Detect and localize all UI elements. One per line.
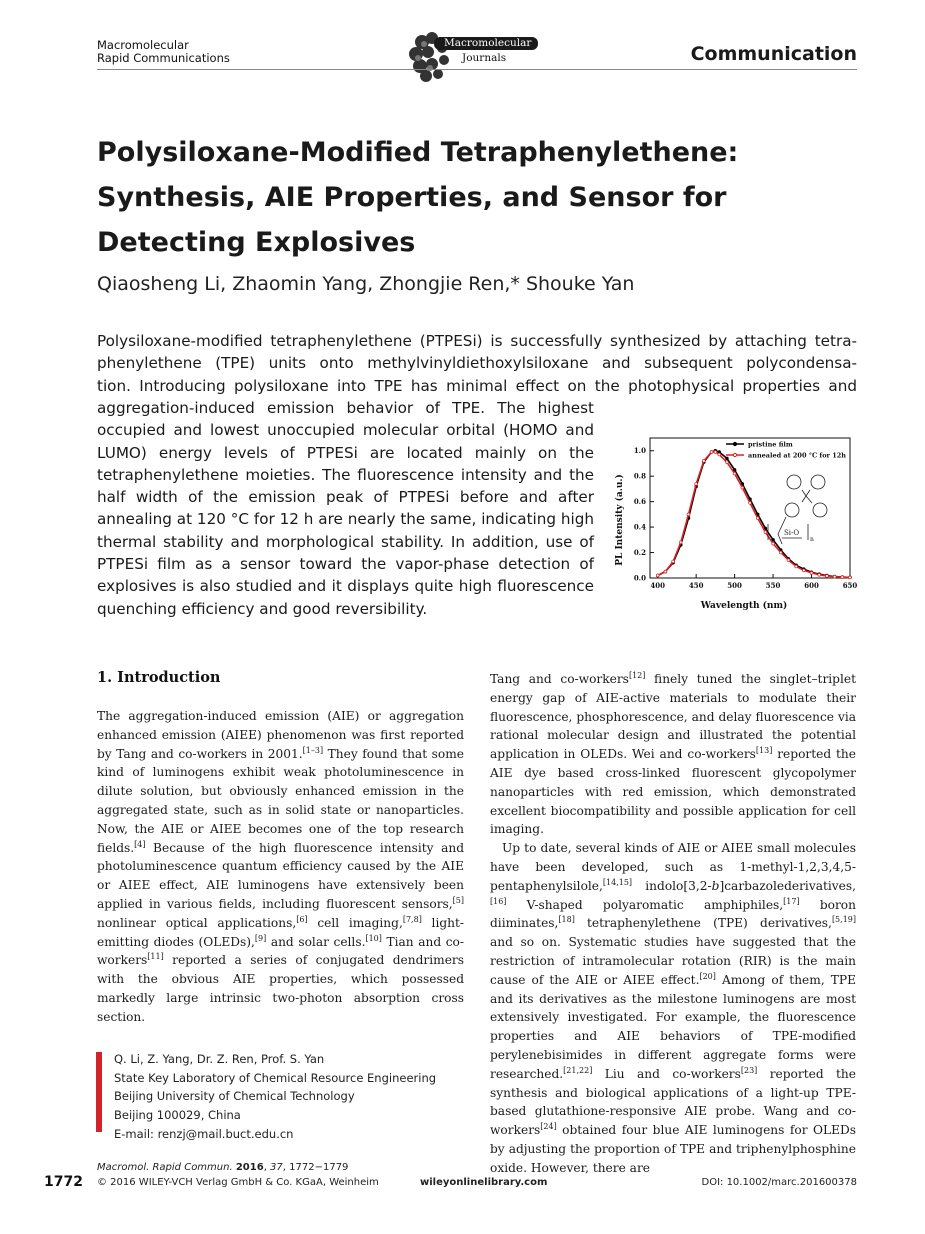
- author-list: Qiaosheng Li, Zhaomin Yang, Zhongjie Ren,* Shouke Yan: [97, 273, 635, 295]
- series-point-2: [687, 513, 690, 516]
- chart-x-label: Wavelength (nm): [700, 601, 788, 611]
- citation-ref: [5,19]: [831, 915, 856, 925]
- y-tick-label: 0.8: [633, 471, 646, 481]
- citation-ref: [9]: [254, 933, 267, 943]
- article-title: [97, 130, 817, 265]
- text-run: finely tuned the singlet–triplet energy gap of AIE-active materials to modulate their fluorescence, phosphorescence, and delay fluorescence via rational molecular design and illustrated the potential application in OLEDs. Wei and co-workers: [490, 672, 856, 762]
- title-line-2: Synthesis, AIE Properties, and Sensor for: [97, 182, 727, 213]
- series-line-2: [658, 452, 850, 578]
- y-tick-label: 0.6: [633, 497, 646, 507]
- journals-logo: [404, 28, 540, 84]
- series-point-2: [764, 531, 767, 534]
- series-point-2: [733, 472, 736, 475]
- text-run: Up to date, several kinds of AIE or AIEE small molecules have been developed, such as 1-methyl-1,2,3,4,5-pentaphenylsilole,: [490, 841, 856, 893]
- abstract-top: [97, 330, 857, 397]
- series-point-2: [756, 517, 759, 520]
- series-point-2: [802, 569, 805, 572]
- website-link[interactable]: wileyonlinelibrary.com: [420, 1177, 548, 1188]
- citation-ref: [20]: [699, 971, 716, 981]
- text-run: Tang and co-workers: [490, 672, 629, 686]
- text-run: boron diiminates,: [490, 897, 856, 931]
- series-point-2: [710, 451, 713, 454]
- series-point-2: [702, 460, 705, 463]
- legend-label-2: annealed at 200 °C for 12h: [748, 451, 847, 460]
- affiliation-email[interactable]: E-mail: renzj@mail.buct.edu.cn: [114, 1126, 294, 1141]
- affiliation-authors: Q. Li, Z. Yang, Dr. Z. Ren, Prof. S. Yan: [114, 1052, 325, 1066]
- citation-ref: [12]: [628, 670, 646, 680]
- text-run: obtained four blue AIE luminogens for OLEDs by adjusting the proportion of TPE and triphenylphosphine oxide. However, there are: [490, 1123, 856, 1175]
- series-point-2: [810, 572, 813, 575]
- abstract-line-1: Polysiloxane-modified tetraphenylethene (PTPESi) is successfully synthesized by attaching tetra-: [97, 332, 857, 350]
- section-heading-introduction: 1. Introduction: [97, 669, 221, 686]
- legend-marker-2: [733, 453, 736, 456]
- series-point-2: [726, 461, 729, 464]
- text-run: Because of the high fluorescence intensity and photoluminescence quantum efficiency caused by the AIE or AIEE effect, AIE luminogens have extensively been applied in various fields, including fluorescent sensors,: [97, 840, 464, 911]
- graphical-abstract-chart: [606, 418, 866, 614]
- series-point-2: [779, 551, 782, 554]
- y-tick-label: 1.0: [633, 446, 646, 456]
- citation-ref: [16]: [490, 896, 507, 906]
- logo-text-macromolecular: Macromolecular: [444, 37, 532, 49]
- page-number: 1772: [44, 1174, 83, 1190]
- repeat-unit-n: n: [810, 536, 814, 543]
- citation-line: Macromol. Rapid Commun. 2016, 37, 1772−1779: [97, 1162, 349, 1173]
- series-point-2: [656, 574, 659, 577]
- series-point-2: [714, 451, 717, 454]
- text-run: reported the synthesis and biological applications of a light-up TPE-based glutathione-responsive AIE probe. Wang and co-workers: [490, 1066, 856, 1138]
- citation-ref: [24]: [540, 1122, 557, 1132]
- title-line-1: Polysiloxane-Modified Tetraphenylethene:: [97, 137, 739, 168]
- citation-ref: [10]: [365, 933, 382, 943]
- series-point-2: [718, 453, 721, 456]
- journal-name-line1: Macromolecular: [97, 38, 189, 52]
- text-run: Among of them, TPE and its derivatives as the milestone luminogens are most extensively investigated. For example, the fluorescence properties and AIE behaviors of TPE-modified perylenebisimides in different aggregate forms were researched.: [490, 972, 856, 1081]
- citation-ref: [7,8]: [402, 914, 422, 924]
- y-tick-label: 0.0: [633, 573, 646, 583]
- legend-label-1: pristine film: [748, 440, 793, 449]
- citation-ref: [13]: [755, 746, 773, 756]
- text-run: Tian and co-workers: [97, 934, 464, 968]
- abstract-line-2: phenylethene (TPE) units onto methylvinyldiethoxylsiloxane and subsequent polycondensa-: [97, 354, 857, 373]
- series-line-1: [658, 451, 850, 578]
- affiliation-lab: State Key Laboratory of Chemical Resource Engineering: [114, 1070, 437, 1085]
- text-run: light-emitting diodes (OLEDs),: [97, 915, 465, 949]
- series-point-2: [826, 575, 829, 578]
- header-rule: [97, 69, 857, 70]
- article-type: Communication: [690, 43, 857, 65]
- text-run: and so on. Systematic studies have suggested that the restriction of intramolecular rotation (RIR) is the main cause of the AIE or AIEE effect.: [490, 935, 856, 987]
- text-run: nonlinear optical applications,: [97, 915, 297, 930]
- citation-ref: [4]: [134, 839, 146, 849]
- x-tick-label: 500: [727, 581, 742, 590]
- chart-y-label: PL Intensity (a.u.): [615, 474, 625, 566]
- text-run: Liu and co-workers: [592, 1066, 741, 1081]
- series-point-2: [772, 542, 775, 545]
- y-tick-label: 0.2: [633, 548, 646, 558]
- series-point-2: [695, 482, 698, 485]
- x-tick-label: 550: [765, 581, 781, 590]
- text-run: ]carbazolederivatives,: [719, 878, 856, 893]
- affiliation-university: Beijing University of Chemical Technology: [114, 1089, 355, 1104]
- series-point-2: [849, 576, 852, 579]
- journal-name-line2: Rapid Communications: [97, 51, 230, 65]
- citation-ref: [5]: [452, 895, 464, 905]
- citation-volume: 37: [270, 1162, 283, 1173]
- text-run: and solar cells.: [266, 934, 366, 949]
- citation-ref: [14,15]: [602, 877, 633, 887]
- citation-ref: [23]: [740, 1065, 758, 1075]
- text-run: cell imaging,: [307, 915, 403, 930]
- citation-year: 2016: [235, 1162, 264, 1173]
- journal-name: [97, 39, 230, 65]
- text-run: reported the AIE dye based cross-linked fluorescent glycopolymer nanoparticles with red emission, which demonstrated excellent biocompatibility and possible application for cell imaging.: [490, 747, 856, 837]
- abstract-body: aggregation-induced emission behavior of TPE. The highest occupied and lowest unoccupied molecular orbital (HOMO and LUMO) energy levels of PTPESi are located mainly on the tetraphenylethene moieties. The fluorescence intensity and the half width of the emission peak of PTPESi before and after annealing at 120 °C for 12 h are nearly the same, indicating high thermal stability and morphological stability. In addition, use of PTPESi film as a sensor toward the vapor-phase detection of explosives is also studied and it displays quite high fluorescence quenching efficiency and good reversibility.: [97, 399, 594, 618]
- series-point-2: [795, 565, 798, 568]
- intro-paragraph-3: [490, 839, 856, 1177]
- text-run: They found that some kind of luminogens exhibit weak photoluminescence in dilute solution, but obviously enhanced emission in the aggregated state, such as in solid state or nanoparticles. Now, the AIE or AIEE becomes one of the top research fields.: [97, 746, 465, 855]
- citation-ref: [18]: [558, 915, 575, 925]
- intro-paragraph-1: [97, 707, 464, 1027]
- series-point-2: [741, 486, 744, 489]
- x-tick-label: 450: [688, 581, 704, 590]
- si-o-label: Si-O: [784, 529, 800, 537]
- intro-paragraph-2: [490, 670, 856, 839]
- series-point-2: [833, 575, 836, 578]
- x-tick-label: 600: [804, 581, 819, 590]
- x-tick-label: 650: [842, 581, 858, 590]
- body-column-2: [490, 670, 856, 1178]
- pl-spectrum-chart: [606, 418, 866, 614]
- series-point-2: [787, 559, 790, 562]
- citation-ref: [11]: [147, 952, 164, 962]
- doi[interactable]: DOI: 10.1002/marc.201600378: [701, 1177, 857, 1188]
- text-run: indolo[3,2-: [632, 878, 712, 893]
- citation-ref: [6]: [296, 914, 308, 924]
- copyright: © 2016 WILEY-VCH Verlag GmbH & Co. KGaA, Weinheim: [97, 1177, 379, 1188]
- series-point-2: [679, 541, 682, 544]
- legend-marker-1: [733, 442, 736, 445]
- text-run: reported a series of conjugated dendrimers with the obvious AIE properties, which possessed markedly large intrinsic two-photon absorption cross section.: [97, 953, 464, 1024]
- citation-ref: [17]: [783, 896, 800, 906]
- text-run: V-shaped polyaromatic amphiphiles,: [506, 897, 784, 912]
- affiliation-block: [114, 1050, 436, 1144]
- text-run: The aggregation-induced emission (AIE) or aggregation enhanced emission (AIEE) phenomenon was first reported by Tang and co-workers in 2001.: [97, 709, 464, 761]
- citation-pages: , 1772−1779: [282, 1162, 349, 1173]
- series-point-1: [726, 457, 729, 460]
- citation-ref: [1–3]: [302, 745, 324, 755]
- text-run: tetraphenylethene (TPE) derivatives,: [574, 916, 832, 931]
- x-tick-label: 400: [650, 581, 666, 590]
- series-point-2: [841, 576, 844, 579]
- citation-journal: Macromol. Rapid Commun.: [97, 1162, 233, 1173]
- series-point-2: [672, 560, 675, 563]
- title-line-3: Detecting Explosives: [97, 227, 416, 258]
- citation-ref: [21,22]: [563, 1065, 593, 1075]
- body-column-1: [97, 707, 464, 1027]
- logo-text-journals: Journals: [462, 52, 507, 64]
- abstract-line-3: tion. Introducing polysiloxane into TPE has minimal effect on the photophysical properties and: [97, 376, 857, 395]
- affiliation-accent-bar: [96, 1052, 102, 1132]
- series-point-2: [749, 502, 752, 505]
- y-tick-label: 0.4: [633, 522, 646, 532]
- series-point-2: [664, 570, 667, 573]
- affiliation-city: Beijing 100029, China: [114, 1108, 241, 1123]
- italic-text: b: [711, 878, 720, 893]
- series-point-2: [818, 573, 821, 576]
